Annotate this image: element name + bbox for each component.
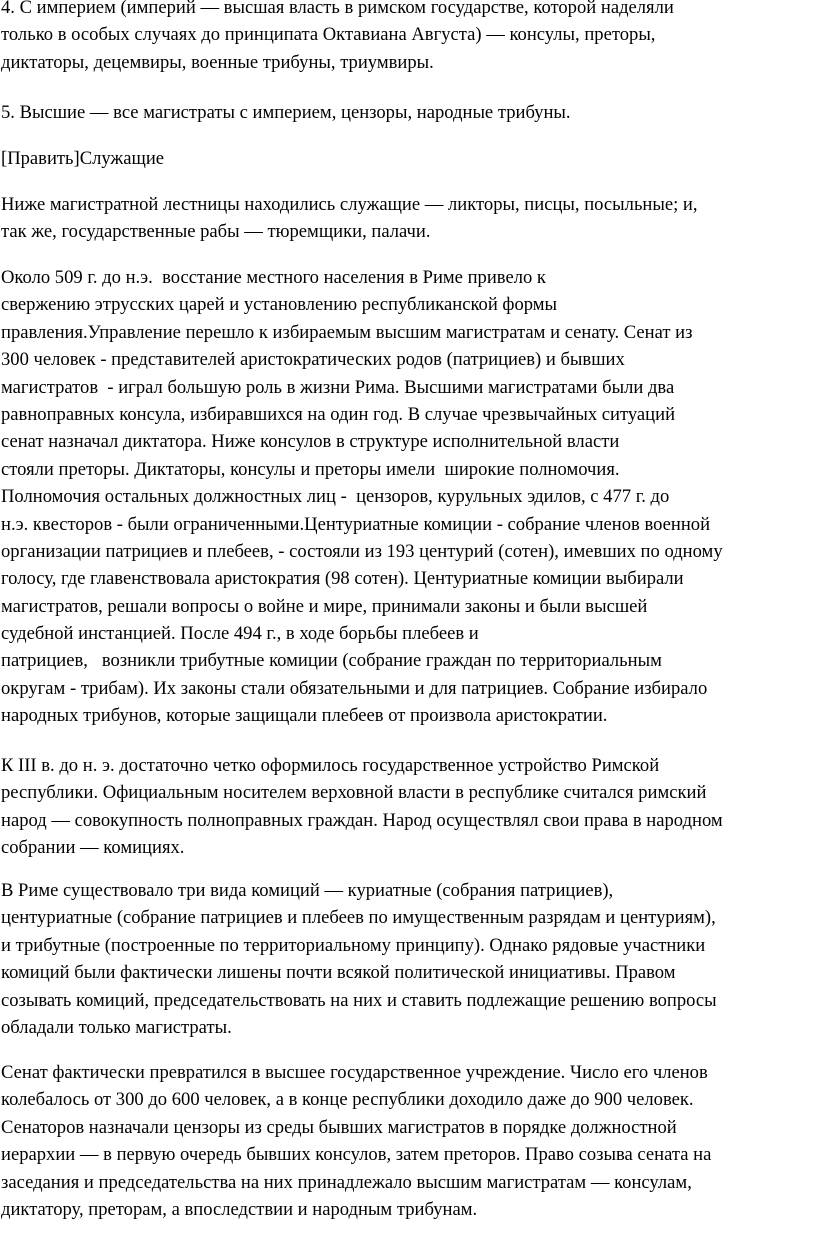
text-line: правления.Управление перешло к избираемым высшим магистратам и сенату. Сенат из: [1, 321, 693, 343]
text-line: созывать комиций, председательствовать на них и ставить подлежащие решению вопросы: [1, 989, 717, 1011]
text-line: н.э. квесторов - были ограниченными.Центуриатные комиции - собрание членов военной: [1, 513, 711, 535]
paragraph-higher-magistrates: [1, 99, 571, 126]
text-line: равноправных консула, избиравшихся на один год. В случае чрезвычайных ситуаций: [1, 403, 676, 425]
text-line: Сенат фактически превратился в высшее государственное учреждение. Число его членов: [1, 1062, 708, 1083]
text-line: диктаторы, децемвиры, военные трибуны, триумвиры.: [1, 51, 434, 73]
text-line: В Риме существовало три вида комиций — куриатные (собрания патрициев),: [1, 880, 614, 901]
text-line: судебной инстанцией. После 494 г., в ходе борьбы плебеев и: [1, 623, 479, 645]
text-line: свержению этрусских царей и установлению республиканской формы: [1, 294, 558, 316]
text-line: магистратов, решали вопросы о войне и мире, принимали законы и были высшей: [1, 595, 648, 617]
paragraph-comitia-types: [1, 877, 717, 1041]
paragraph-imperium: [1, 0, 674, 76]
text-line: округам - трибам). Их законы стали обязательными и для патрициев. Собрание избирало: [1, 677, 708, 699]
section-heading: [1, 145, 164, 172]
text-line: обладали только магистраты.: [1, 1016, 232, 1038]
text-line: Около 509 г. до н.э. восстание местного населения в Риме привело к: [1, 267, 546, 288]
text-line: Полномочия остальных должностных лиц - цензоров, курульных эдилов, с 477 г. до: [1, 486, 670, 508]
paragraph-republic-origin: [1, 264, 723, 730]
text-line: 4. С империем (империй — высшая власть в римском государстве, которой наделяли: [1, 0, 674, 18]
text-line: республики. Официальным носителем верховной власти в республике считался римский: [1, 782, 707, 804]
text-line: диктатору, преторам, а впоследствии и народным трибунам.: [1, 1198, 478, 1220]
text-line: так же, государственные рабы — тюремщики, палачи.: [1, 221, 431, 243]
text-line: голосу, где главенствовала аристократия (98 сотен). Центуриатные комиции выбирали: [1, 568, 684, 590]
text-line: только в особых случаях до принципата Октавиана Августа) — консулы, преторы,: [1, 24, 656, 46]
text-line: иерархии — в первую очередь бывших консулов, затем преторов. Право созыва сената на: [1, 1144, 712, 1166]
text-line: организации патрициев и плебеев, - состояли из 193 центурий (сотен), имевших по одному: [1, 540, 723, 562]
text-line: народ — совокупность полноправных граждан. Народ осуществлял свои права в народном: [1, 809, 723, 831]
text-line: народных трибунов, которые защищали плебеев от произвола аристократии.: [1, 705, 608, 727]
text-line: К III в. до н. э. достаточно четко оформилось государственное устройство Римской: [1, 755, 660, 776]
text-line: 300 человек - представителей аристократических родов (патрициев) и бывших: [1, 349, 625, 371]
text-line: магистратов - играл большую роль в жизни Рима. Высшими магистратами были два: [1, 376, 675, 398]
text-line: Сенаторов назначали цензоры из среды бывших магистратов в порядке должностной: [1, 1116, 677, 1138]
text-line: собрании — комициях.: [1, 837, 185, 859]
text-line: сенат назначал диктатора. Ниже консулов в структуре исполнительной власти: [1, 431, 620, 453]
text-line: комиций были фактически лишены почти всякой политической инициативы. Правом: [1, 962, 676, 984]
text-line: патрициев, возникли трибутные комиции (собрание граждан по территориальным: [1, 650, 662, 672]
text-line: стояли преторы. Диктаторы, консулы и преторы имели широкие полномочия.: [1, 458, 620, 480]
paragraph-servants: [1, 191, 698, 246]
text-line: колебалось от 300 до 600 человек, а в конце республики доходило даже до 900 человек.: [1, 1089, 694, 1111]
paragraph-senate: [1, 1059, 711, 1223]
edit-section-link[interactable]: [Править]: [1, 148, 80, 169]
text-line: центуриатные (собрание патрициев и плебеев по имущественным разрядам и центуриям),: [1, 907, 716, 929]
section-heading-line: [1, 145, 164, 172]
text-line: 5. Высшие — все магистраты с империем, цензоры, народные трибуны.: [1, 102, 571, 123]
text-line: и трибутные (построенные по территориальному принципу). Однако рядовые участники: [1, 934, 706, 956]
paragraph-state-structure: [1, 752, 723, 862]
text-line: заседания и председательства на них принадлежало высшим магистратам — консулам,: [1, 1171, 692, 1193]
text-line: Ниже магистратной лестницы находились служащие — ликторы, писцы, посыльные; и,: [1, 194, 698, 215]
section-heading-title: Служащие: [79, 148, 165, 169]
